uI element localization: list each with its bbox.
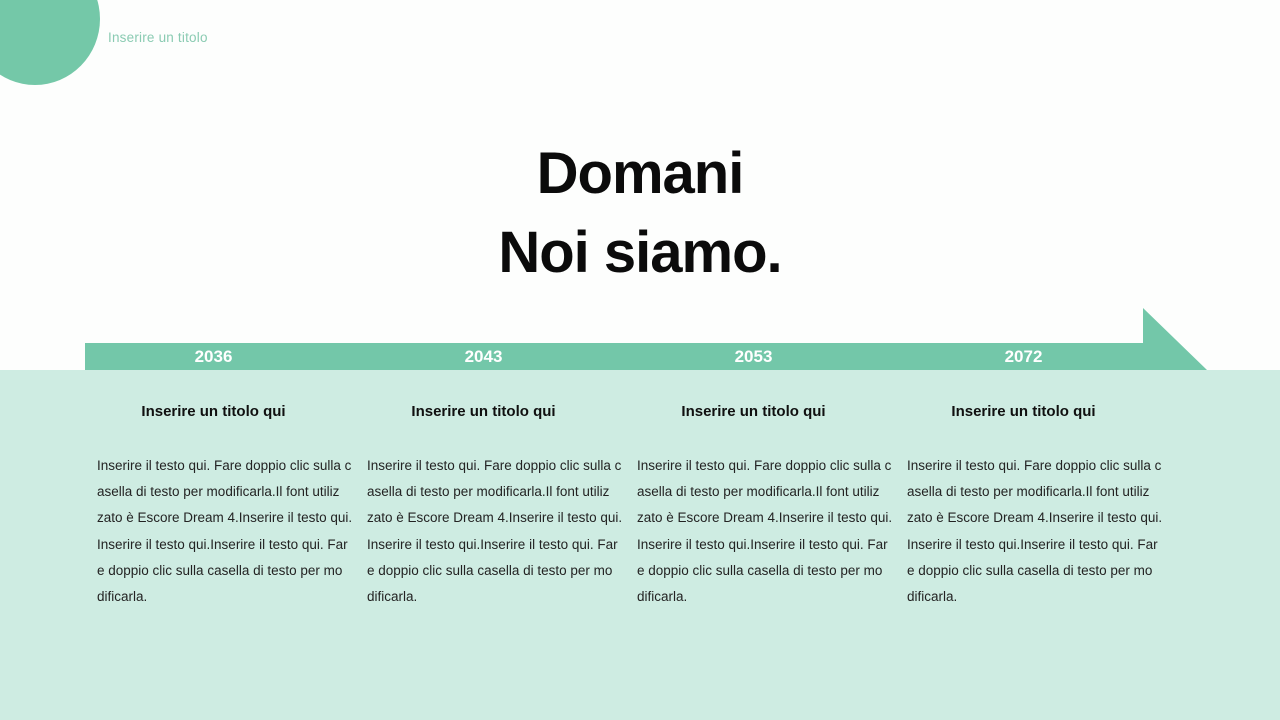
column-body-line: Inserire il testo qui. Fare doppio clic sulla c [97, 458, 352, 473]
column-body-line: Inserire il testo qui. Fare doppio clic sulla c [907, 458, 1162, 473]
column-body-line: dificarla. [637, 589, 688, 605]
timeline-column [907, 403, 1163, 610]
timeline-column [637, 403, 893, 610]
column-body-line: dificarla. [97, 589, 148, 605]
timeline-year-label[interactable]: 2072 [1004, 346, 1043, 366]
timeline-year-label[interactable]: 2053 [734, 346, 773, 366]
decorative-circle-shape [0, 0, 100, 85]
column-body-line: e doppio clic sulla casella di testo per mo [97, 562, 343, 578]
column-body-line: Inserire il testo qui.Inserire il testo qui. Far [637, 536, 888, 552]
timeline-year-label[interactable]: 2036 [194, 346, 233, 366]
column-body-line: e doppio clic sulla casella di testo per mo [637, 562, 883, 578]
slide-title-line-1: Domani [536, 141, 744, 206]
column-body-line: asella di testo per modificarla.Il font utiliz [97, 484, 340, 500]
column-body-line: Inserire il testo qui. Fare doppio clic sulla c [637, 458, 892, 473]
column-body-textbox[interactable] [637, 453, 893, 610]
timeline-arrow-shape [1143, 308, 1207, 370]
column-body-line: e doppio clic sulla casella di testo per mo [907, 562, 1153, 578]
slide-header-title-placeholder[interactable]: Inserire un titolo [108, 30, 208, 45]
column-body-line: dificarla. [367, 589, 418, 605]
column-body-line: dificarla. [907, 589, 958, 605]
column-body-line: asella di testo per modificarla.Il font utiliz [367, 484, 610, 500]
column-body-line: Inserire il testo qui. Fare doppio clic sulla c [367, 458, 622, 473]
column-body-line: zato è Escore Dream 4.Inserire il testo qui. [907, 510, 1163, 526]
column-body-line: zato è Escore Dream 4.Inserire il testo qui. [637, 510, 893, 526]
timeline-column [97, 403, 353, 610]
column-heading-textbox[interactable]: Inserire un titolo qui [951, 403, 1096, 420]
timeline-year-label[interactable]: 2043 [464, 346, 503, 366]
column-body-textbox[interactable] [367, 453, 623, 610]
slide-title-line-2: Noi siamo. [498, 220, 782, 285]
column-heading-textbox[interactable]: Inserire un titolo qui [681, 403, 826, 420]
column-body-line: Inserire il testo qui.Inserire il testo qui. Far [367, 536, 618, 552]
column-body-line: Inserire il testo qui.Inserire il testo qui. Far [907, 536, 1158, 552]
column-body-textbox[interactable] [907, 453, 1163, 610]
column-heading-textbox[interactable]: Inserire un titolo qui [141, 403, 286, 420]
column-body-line: asella di testo per modificarla.Il font utiliz [637, 484, 880, 500]
column-body-line: asella di testo per modificarla.Il font utiliz [907, 484, 1150, 500]
column-body-line: zato è Escore Dream 4.Inserire il testo qui. [97, 510, 353, 526]
column-body-line: e doppio clic sulla casella di testo per mo [367, 562, 613, 578]
slide-title-textbox[interactable] [0, 134, 1280, 292]
timeline-band-shape [85, 343, 1143, 370]
column-body-line: Inserire il testo qui.Inserire il testo qui. Far [97, 536, 348, 552]
column-body-textbox[interactable] [97, 453, 353, 610]
timeline-column [367, 403, 623, 610]
column-body-line: zato è Escore Dream 4.Inserire il testo qui. [367, 510, 623, 526]
column-heading-textbox[interactable]: Inserire un titolo qui [411, 403, 556, 420]
